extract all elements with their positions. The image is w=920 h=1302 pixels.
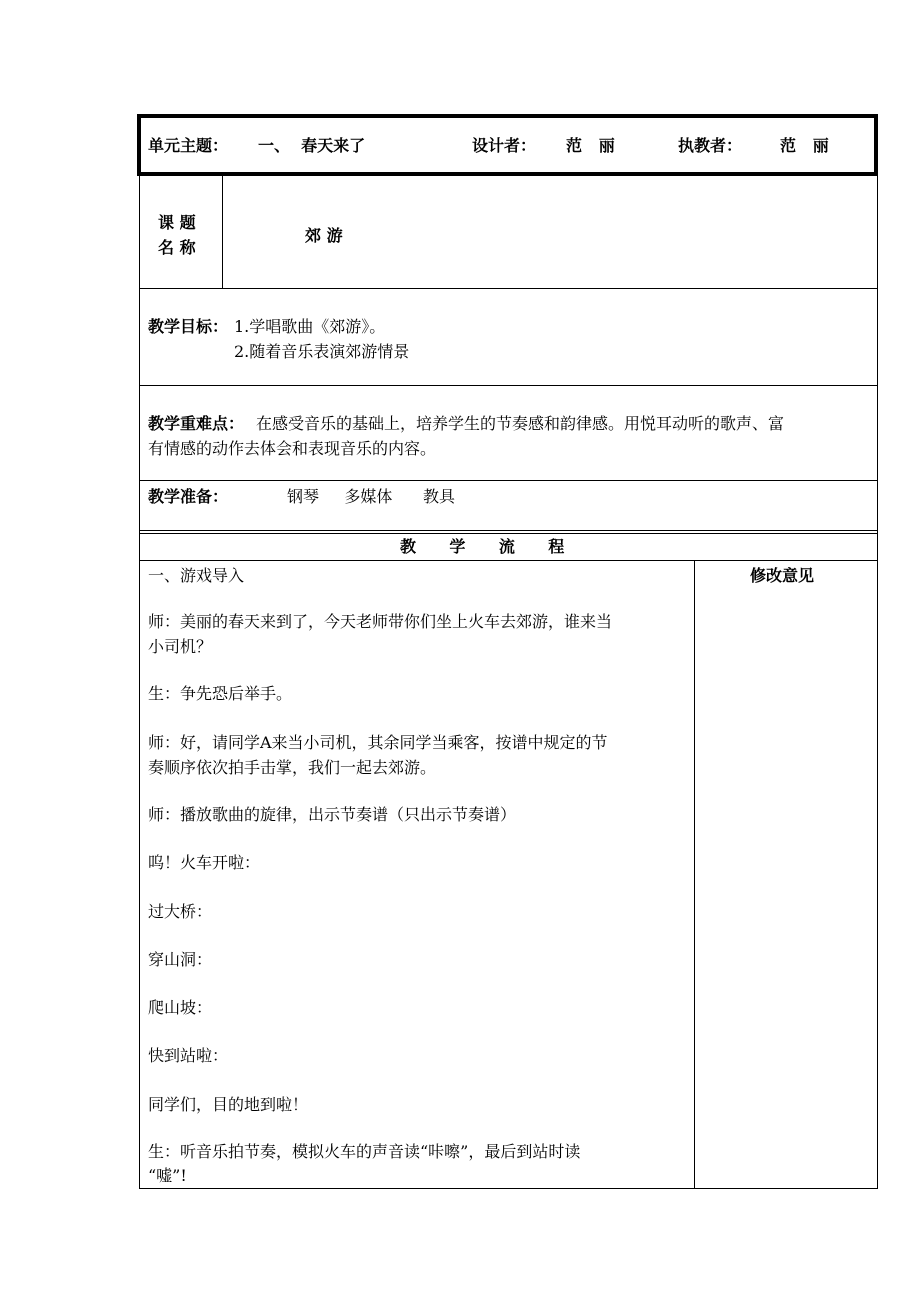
unit-value: 一、 春天来了 <box>258 136 366 155</box>
divider <box>139 385 878 386</box>
key-points-line-2: 有情感的动作去体会和表现音乐的内容。 <box>148 439 437 458</box>
teacher-label: 执教者： <box>678 136 743 155</box>
key-points-label: 教学重难点： <box>148 414 245 433</box>
goal-item-1: 1.学唱歌曲《郊游》。 <box>234 317 386 336</box>
process-heading: 教 学 流 程 <box>400 537 565 556</box>
prep-label: 教学准备： <box>148 487 229 506</box>
lesson-label-1: 课 题 <box>158 213 196 232</box>
process-line: 生：争先恐后举手。 <box>148 684 293 703</box>
process-line: 师：播放歌曲的旋律，出示节奏谱（只出示节奏谱） <box>148 805 517 824</box>
divider <box>139 530 878 531</box>
key-points-line-1: 在感受音乐的基础上，培养学生的节奏感和韵律感。用悦耳动听的歌声、富 <box>256 414 785 433</box>
process-line: 小司机？ <box>148 637 213 656</box>
divider <box>139 560 878 561</box>
process-line: 爬山坡： <box>148 998 213 1017</box>
process-line: 一、游戏导入 <box>148 566 245 585</box>
process-line: 穿山洞： <box>148 950 213 969</box>
process-line: 师：美丽的春天来到了，今天老师带你们坐上火车去郊游，谁来当 <box>148 612 613 631</box>
process-line: 同学们，目的地到啦！ <box>148 1095 309 1114</box>
process-line: 师：好，请同学A来当小司机，其余同学当乘客，按谱中规定的节 <box>148 733 608 752</box>
revision-heading: 修改意见 <box>750 566 815 585</box>
teacher-value: 范 丽 <box>780 136 829 155</box>
goal-item-2: 2.随着音乐表演郊游情景 <box>234 342 410 361</box>
prep-items: 钢琴 多媒体 教具 <box>287 487 455 506</box>
process-line: “嘘”! <box>148 1166 187 1185</box>
designer-label: 设计者： <box>472 136 537 155</box>
designer-value: 范 丽 <box>566 136 615 155</box>
unit-label: 单元主题： <box>148 136 229 155</box>
revision-divider <box>694 560 695 1189</box>
process-line: 快到站啦： <box>148 1046 229 1065</box>
process-line: 呜！火车开啦： <box>148 853 261 872</box>
lesson-title: 郊 游 <box>305 226 343 245</box>
lesson-label-2: 名 称 <box>158 238 196 257</box>
process-line: 生：听音乐拍节奏，模拟火车的声音读“咔嚓”，最后到站时读 <box>148 1142 581 1161</box>
process-line: 奏顺序依次拍手击掌，我们一起去郊游。 <box>148 758 437 777</box>
divider <box>139 288 878 289</box>
goals-label: 教学目标： <box>148 317 229 336</box>
divider <box>139 533 878 534</box>
process-line: 过大桥： <box>148 902 213 921</box>
lesson-divider <box>222 176 223 288</box>
divider <box>139 480 878 481</box>
